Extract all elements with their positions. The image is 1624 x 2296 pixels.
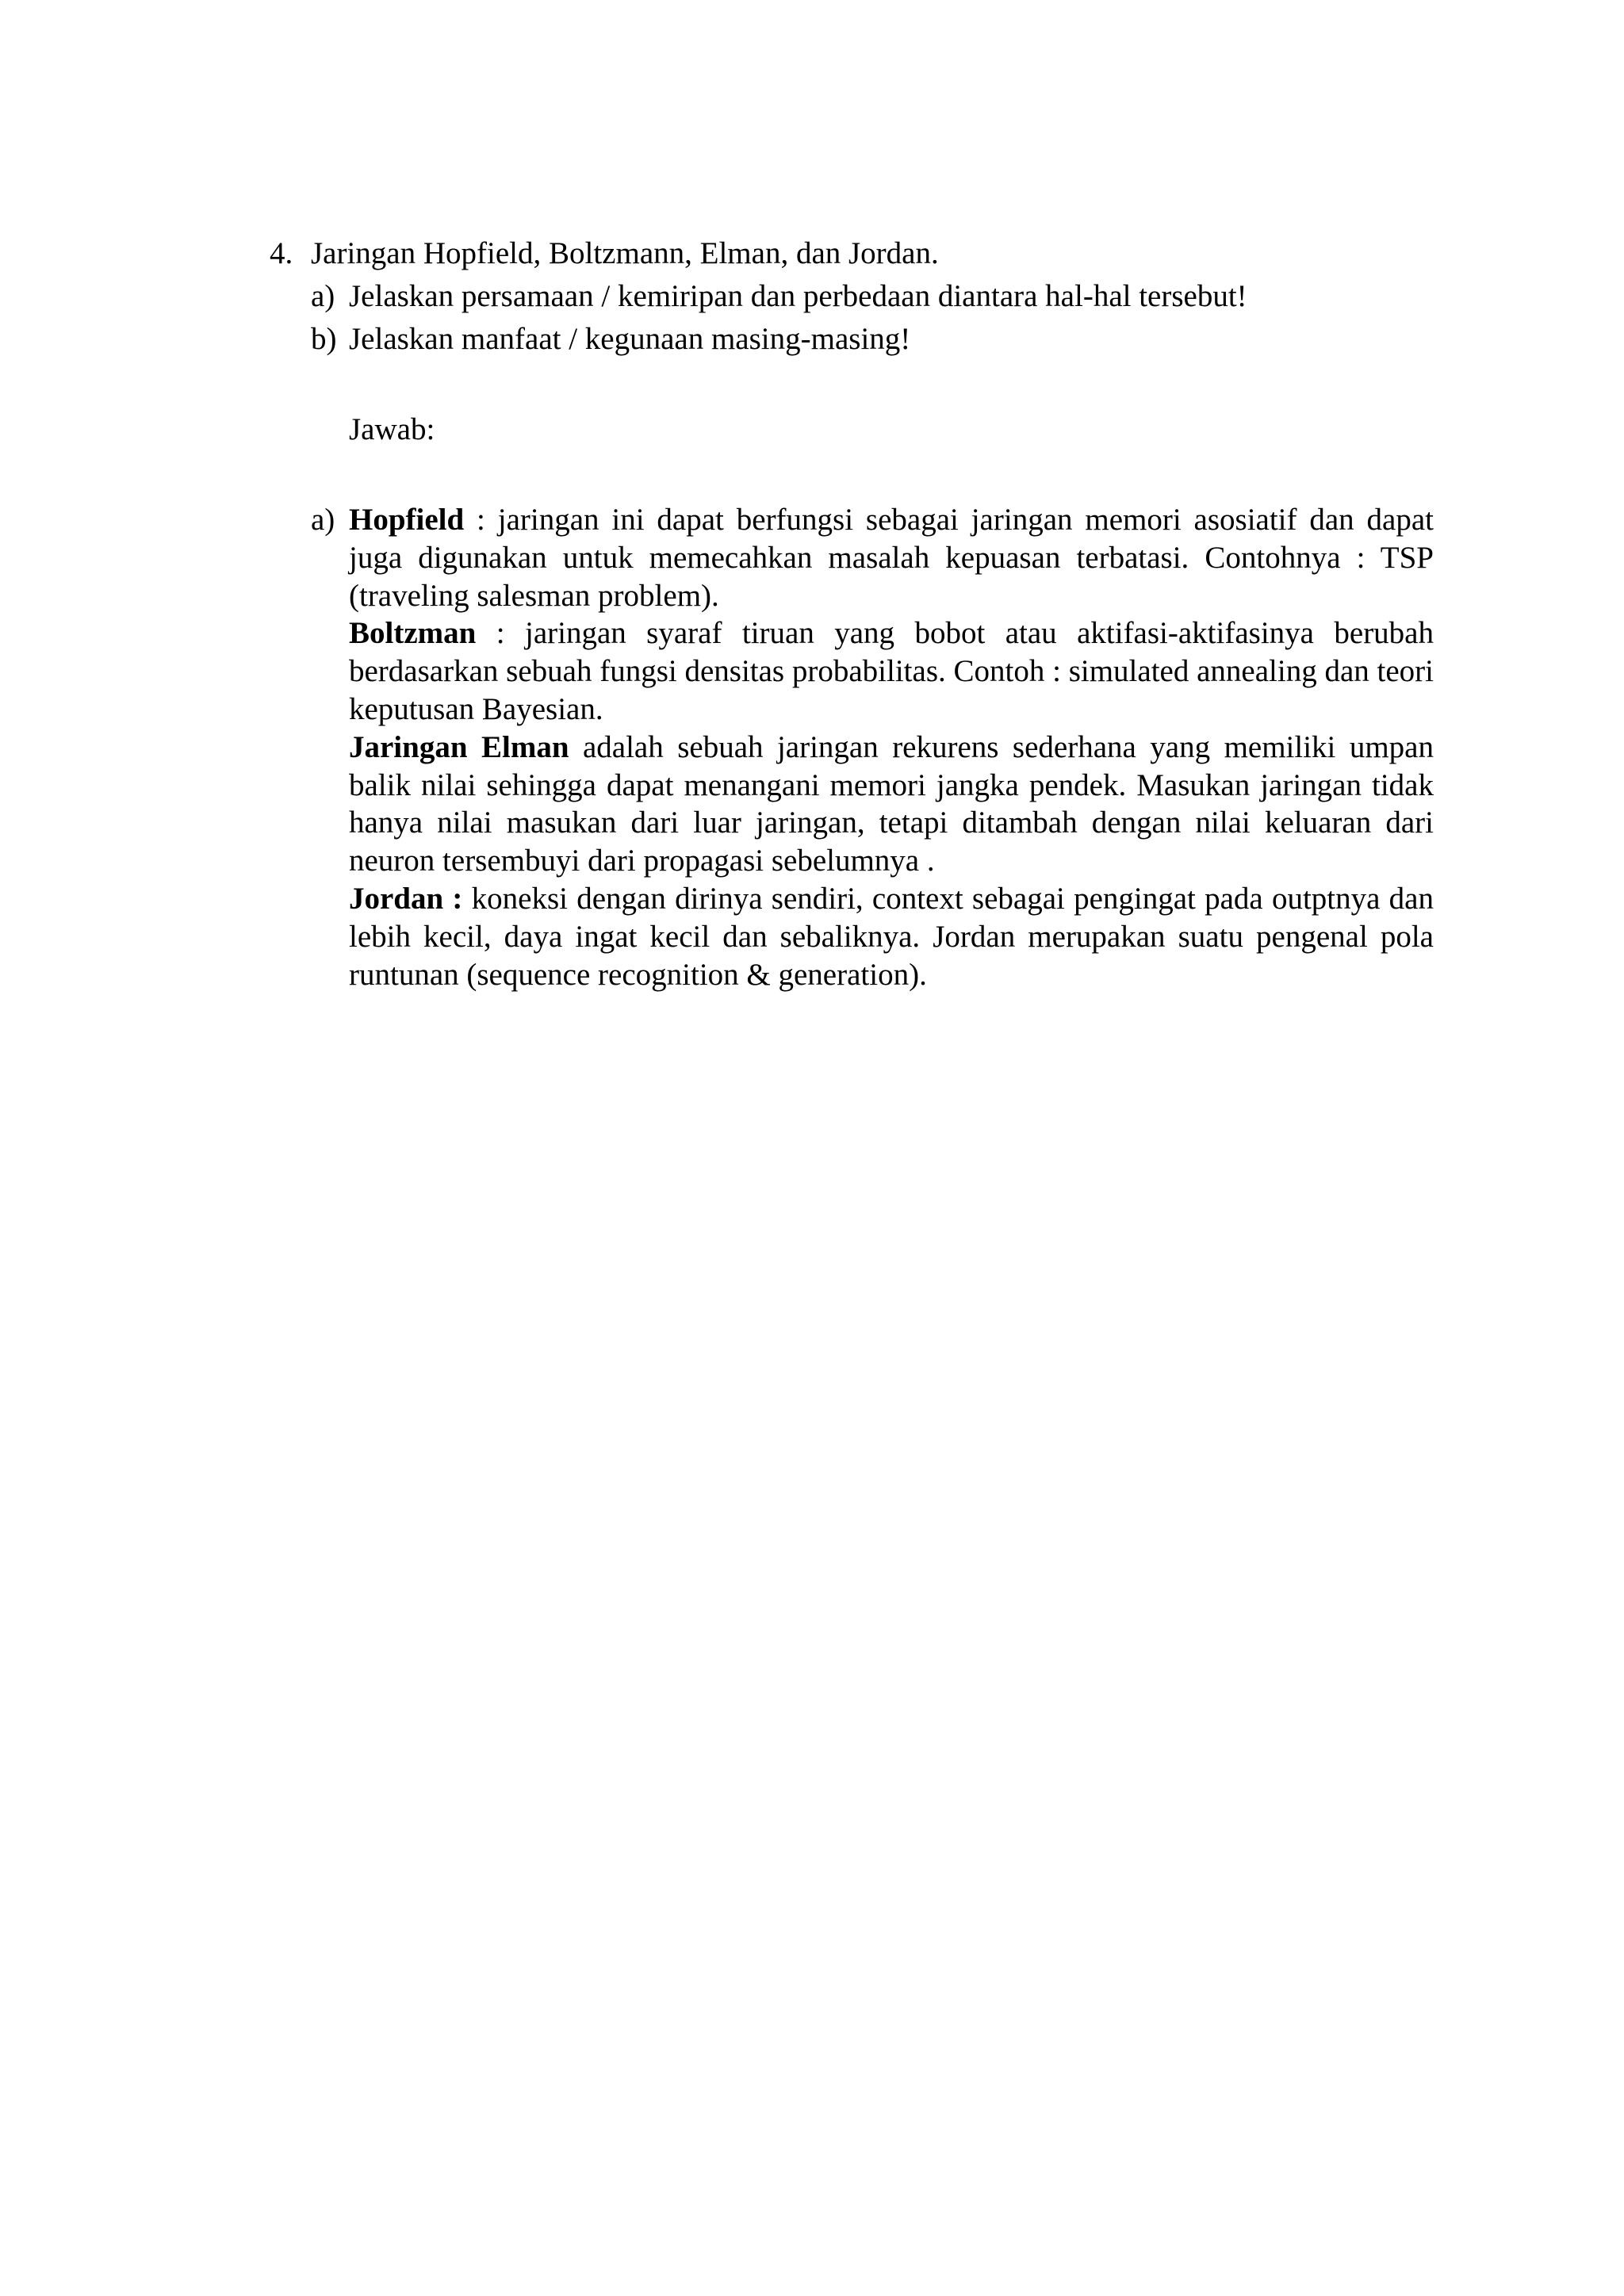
answer-body [349, 501, 1434, 993]
definition-jordan: koneksi dengan dirinya sendiri, context sebagai pengingat pada outptnya dan lebih kecil, daya ingat kecil dan sebaliknya. Jordan merupakan suatu pengenal pola runtunan (sequence recognition & generation). [349, 881, 1434, 992]
definition-boltzman: : jaringan syaraf tiruan yang bobot atau aktifasi-aktifasinya berubah berdasarkan sebuah fungsi densitas probabilitas. Contoh : simulated annealing dan teori keputusan Bayesian. [349, 616, 1434, 726]
question-number: 4. [270, 236, 293, 270]
question-item-marker: b) [311, 322, 337, 356]
answer-paragraph-elman [349, 729, 1434, 880]
answer-paragraph-hopfield [349, 501, 1434, 614]
answer-paragraph-boltzman [349, 614, 1434, 728]
term-hopfield: Hopfield [349, 503, 465, 537]
question-item-text: Jelaskan persamaan / kemiripan dan perbedaan diantara hal-hal tersebut! [349, 279, 1247, 313]
answer-paragraph-jordan [349, 880, 1434, 993]
term-elman: Jaringan Elman [349, 729, 569, 764]
answer-marker: a) [311, 503, 335, 537]
question-item-text: Jelaskan manfaat / kegunaan masing-masing! [349, 322, 911, 356]
definition-elman: adalah sebuah jaringan rekurens sederhana yang memiliki umpan balik nilai sehingga dapat menangani memori jangka pendek. Masukan jaringan tidak hanya nilai masukan dari luar jaringan, tetapi ditambah dengan nilai keluaran dari neuron tersembuyi dari propagasi sebelumnya . [349, 729, 1434, 878]
term-boltzman: Boltzman [349, 616, 477, 651]
definition-hopfield: : jaringan ini dapat berfungsi sebagai jaringan memori asosiatif dan dapat juga digunakan untuk memecahkan masalah kepuasan terbatasi. Contohnya : TSP (traveling salesman problem). [349, 503, 1434, 613]
question-item-marker: a) [311, 279, 335, 313]
answer-label: Jawab: [349, 412, 435, 446]
term-jordan: Jordan : [349, 881, 463, 916]
question-title: Jaringan Hopfield, Boltzmann, Elman, dan Jordan. [311, 236, 939, 270]
